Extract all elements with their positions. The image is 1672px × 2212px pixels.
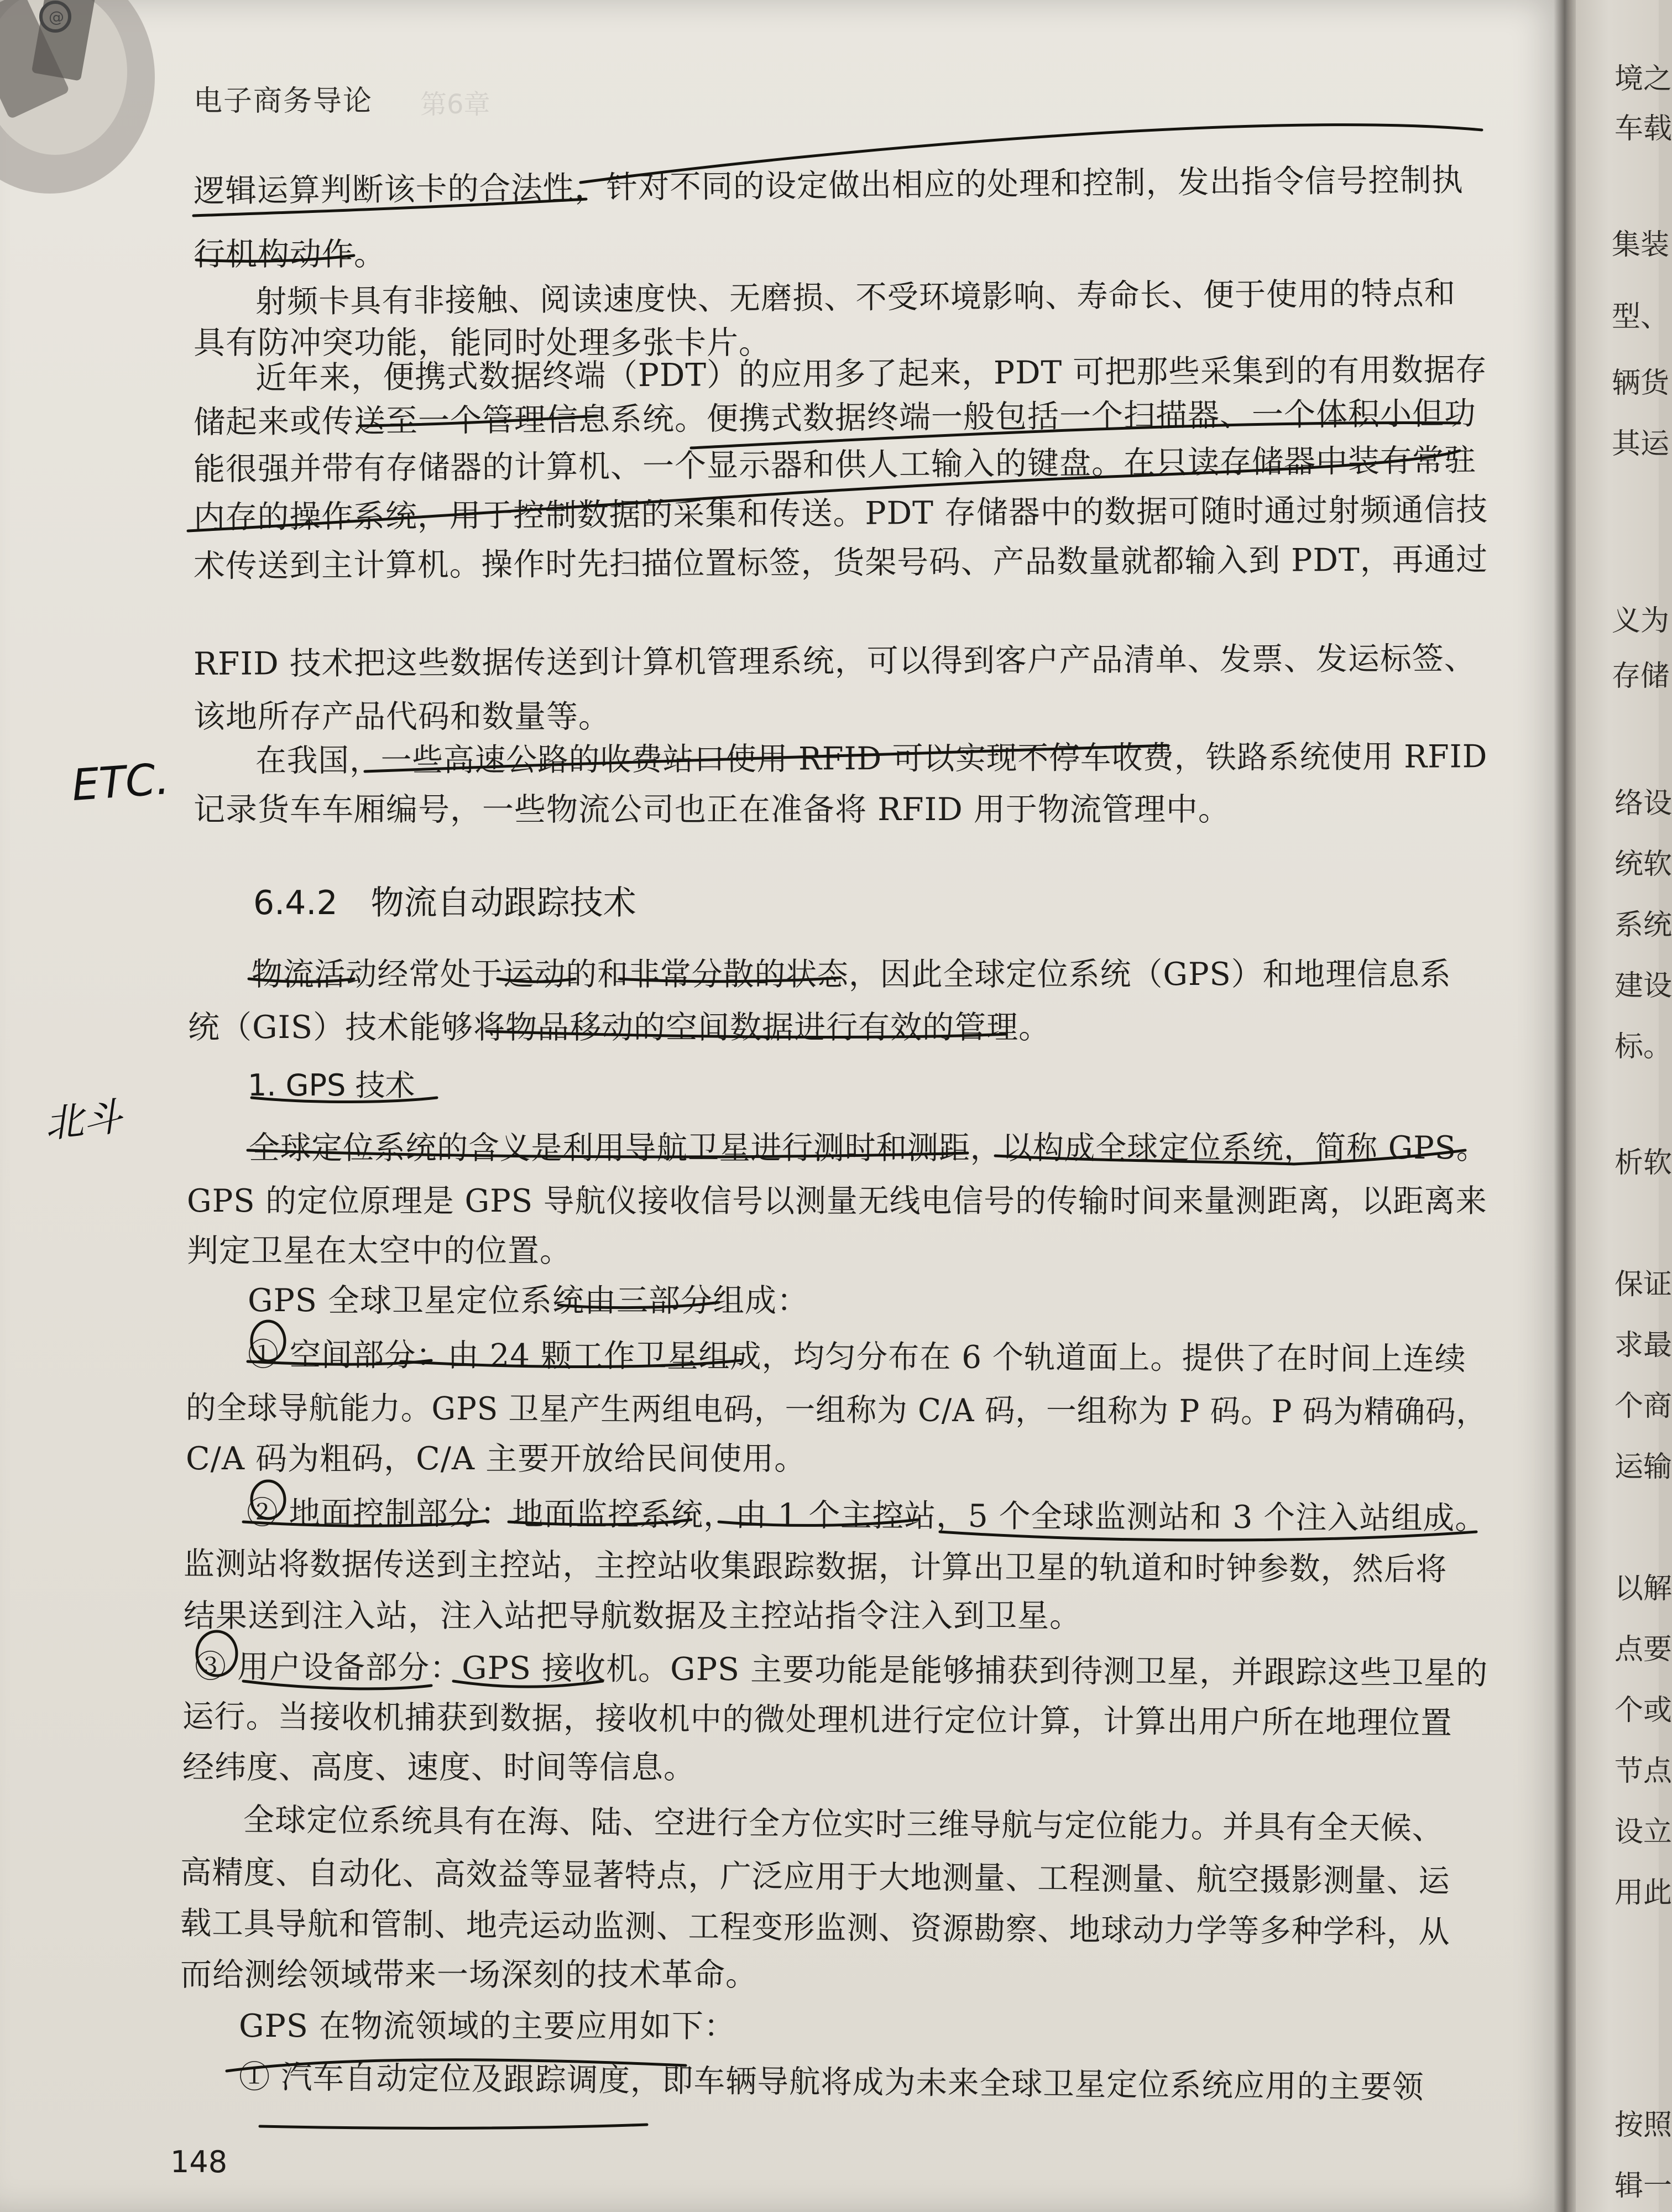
text-line: ② 地面控制部分：地面监控系统，由 1 个主控站，5 个全球监测站和 3 个注入站组成。 xyxy=(246,1495,1487,1537)
text-line: 行机构动作。 xyxy=(194,236,386,273)
text-line: 而给测绘领域带来一场深刻的技术革命。 xyxy=(180,1957,757,1993)
corner-logo-icon xyxy=(0,0,166,199)
text-line: 内存的操作系统，用于控制数据的采集和传送。PDT 存储器中的数据可随时通过射频通信技 xyxy=(193,491,1488,536)
text-line: 具有防冲突功能，能同时处理多张卡片。 xyxy=(194,325,771,361)
page-number: 148 xyxy=(170,2145,228,2179)
text-line: 载工具导航和管制、地壳运动监测、工程变形监测、资源勘察、地球动力学等多种学科，从 xyxy=(180,1905,1450,1951)
text-line: 全球定位系统具有在海、陆、空进行全方位实时三维导航与定位能力。并具有全天候、 xyxy=(243,1802,1444,1847)
text-line: 结果送到注入站，注入站把导航数据及主控站指令注入到卫星。 xyxy=(184,1598,1081,1634)
text-line: 储起来或传送至一个管理信息系统。便携式数据终端一般包括一个扫描器、一个体积小但功 xyxy=(193,395,1477,441)
text-line: 监测站将数据传送到主控站，主控站收集跟踪数据，计算出卫星的轨道和时钟参数，然后将 xyxy=(183,1546,1448,1588)
text-line: 能很强并带有存储器的计算机、一个显示器和供人工输入的键盘。在只读存储器中装有常驻 xyxy=(193,442,1477,488)
show-through-text: 第6章 xyxy=(420,89,490,120)
section-heading: 6.4.2 物流自动跟踪技术 xyxy=(253,884,636,922)
text-line: 近年来，便携式数据终端（PDT）的应用多了起来，PDT 可把那些采集到的有用数据存 xyxy=(255,351,1488,397)
text-line: 在我国，一些高速公路的收费站口使用 RFID 可以实现不停车收费，铁路系统使用 RFID xyxy=(255,738,1488,779)
text-line: ① 汽车自动定位及跟踪调度，即车辆导航将成为未来全球卫星定位系统应用的主要领 xyxy=(238,2059,1424,2106)
text-line: 物流活动经常处于运动的和非常分散的状态，因此全球定位系统（GPS）和地理信息系 xyxy=(252,956,1451,993)
text-line: 的全球导航能力。GPS 卫星产生两组电码，一组称为 C/A 码，一组称为 P 码。P 码为精确码， xyxy=(185,1390,1487,1431)
text-line: C/A 码为粗码，C/A 主要开放给民间使用。 xyxy=(186,1441,807,1477)
text-line: 射频卡具有非接触、阅读速度快、无磨损、不受环境影响、寿命长、便于使用的特点和 xyxy=(255,275,1456,320)
book-gutter xyxy=(1554,0,1576,2212)
book-header: 电子商务导论 xyxy=(194,85,373,118)
text-line: 运行。当接收机捕获到数据，接收机中的微处理机进行定位计算，计算出用户所在地理位置 xyxy=(182,1698,1452,1742)
text-line: GPS 在物流领域的主要应用如下： xyxy=(239,2008,736,2044)
text-line: 术传送到主计算机。操作时先扫描位置标签，货架号码、产品数量就都输入到 PDT，再通过 xyxy=(193,541,1488,585)
text-line: 高精度、自动化、高效益等显著特点，广泛应用于大地测量、工程测量、航空摄影测量、运 xyxy=(180,1854,1450,1900)
text-line: 经纬度、高度、速度、时间等信息。 xyxy=(182,1749,696,1786)
text-line: GPS 全球卫星定位系统由三部分组成： xyxy=(248,1282,809,1319)
text-line: 该地所存产品代码和数量等。 xyxy=(194,698,610,735)
margin-note-etc: ETC. xyxy=(70,754,171,811)
text-line: ① 空间部分：由 24 颗工作卫星组成，均匀分布在 6 个轨道面上。提供了在时间上连续 xyxy=(247,1337,1466,1378)
text-line: 判定卫星在太空中的位置。 xyxy=(187,1233,572,1269)
text-line: 记录货车车厢编号，一些物流公司也正在准备将 RFID 用于物流管理中。 xyxy=(194,791,1230,828)
text-line: 统（GIS）技术能够将物品移动的空间数据进行有效的管理。 xyxy=(188,1009,1051,1046)
margin-note-beidou: 北斗 xyxy=(42,1093,124,1147)
text-line: ③ 用户设备部分：GPS 接收机。GPS 主要功能是能够捕获到待测卫星，并跟踪这些卫星的 xyxy=(194,1648,1488,1692)
text-line: 逻辑运算判断该卡的合法性，针对不同的设定做出相应的处理和控制，发出指令信号控制执 xyxy=(193,161,1464,210)
text-line: 全球定位系统的含义是利用导航卫星进行测时和测距，以构成全球定位系统，简称 GPS。 xyxy=(249,1130,1488,1166)
subsection-heading: 1. GPS 技术 xyxy=(248,1068,415,1103)
text-line: GPS 的定位原理是 GPS 导航仪接收信号以测量无线电信号的传输时间来量测距离，以距离来 xyxy=(187,1183,1487,1219)
text-line: RFID 技术把这些数据传送到计算机管理系统，可以得到客户产品清单、发票、发运标签、 xyxy=(193,640,1476,682)
svg-text:@: @ xyxy=(49,8,64,26)
